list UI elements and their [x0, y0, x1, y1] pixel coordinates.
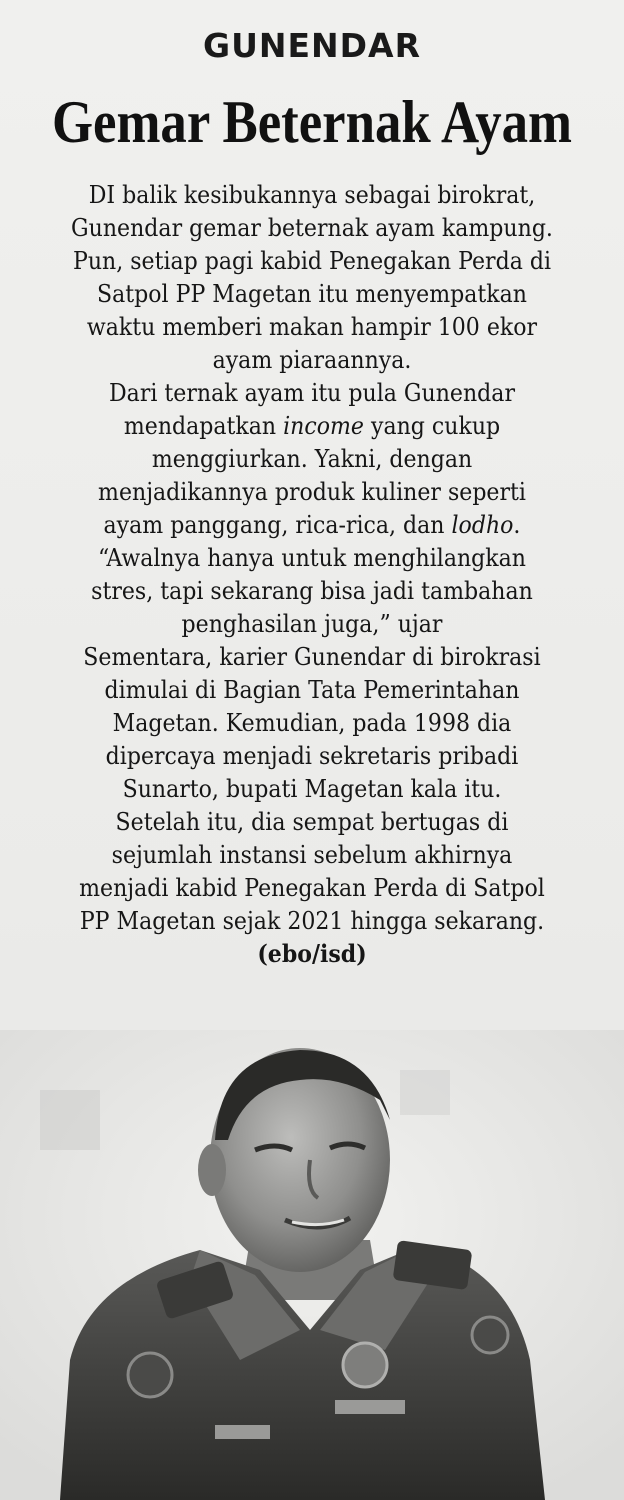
body-line: Magetan. Kemudian, pada 1998 dia [112, 708, 512, 737]
headline: Gemar Beternak Ayam [51, 89, 573, 155]
body-line: ayam piaraannya. [212, 345, 412, 374]
body-line: menjadi kabid Penegakan Perda di Satpol [79, 873, 545, 902]
rubric-name: GUNENDAR [202, 26, 421, 65]
body-line: mendapatkan income yang cukup [123, 411, 501, 440]
body-line: dipercaya menjadi sekretaris pribadi [105, 741, 519, 770]
body-line: ayam panggang, rica-rica, dan lodho. [103, 510, 521, 539]
italic-word: income [283, 411, 364, 440]
body-line: DI balik kesibukannya sebagai birokrat, [88, 180, 536, 209]
body-line: Sunarto, bupati Magetan kala itu. [122, 774, 502, 803]
body-line: “Awalnya hanya untuk menghilangkan [97, 543, 527, 572]
body-line: menggiurkan. Yakni, dengan [151, 444, 473, 473]
body-line: Setelah itu, dia sempat bertugas di [115, 807, 509, 836]
body-line: Dari ternak ayam itu pula Gunendar [109, 378, 515, 407]
article-body [0, 178, 624, 970]
body-line: dimulai di Bagian Tata Pemerintahan [104, 675, 520, 704]
body-line: waktu memberi makan hampir 100 ekor [86, 312, 538, 341]
portrait-photo [0, 1030, 624, 1500]
body-line: PP Magetan sejak 2021 hingga sekarang. [79, 906, 545, 935]
author-credit: (ebo/isd) [257, 939, 367, 968]
body-line: penghasilan juga,” ujar [181, 609, 443, 638]
body-line: Sementara, karier Gunendar di birokrasi [83, 642, 541, 671]
body-line: sejumlah instansi sebelum akhirnya [111, 840, 513, 869]
body-line: Pun, setiap pagi kabid Penegakan Perda di [72, 246, 552, 275]
body-line: Gunendar gemar beternak ayam kampung. [71, 213, 553, 242]
italic-word: lodho [451, 510, 514, 539]
body-line: menjadikannya produk kuliner seperti [98, 477, 526, 506]
body-line: stres, tapi sekarang bisa jadi tambahan [91, 576, 533, 605]
body-line: Satpol PP Magetan itu menyempatkan [97, 279, 527, 308]
